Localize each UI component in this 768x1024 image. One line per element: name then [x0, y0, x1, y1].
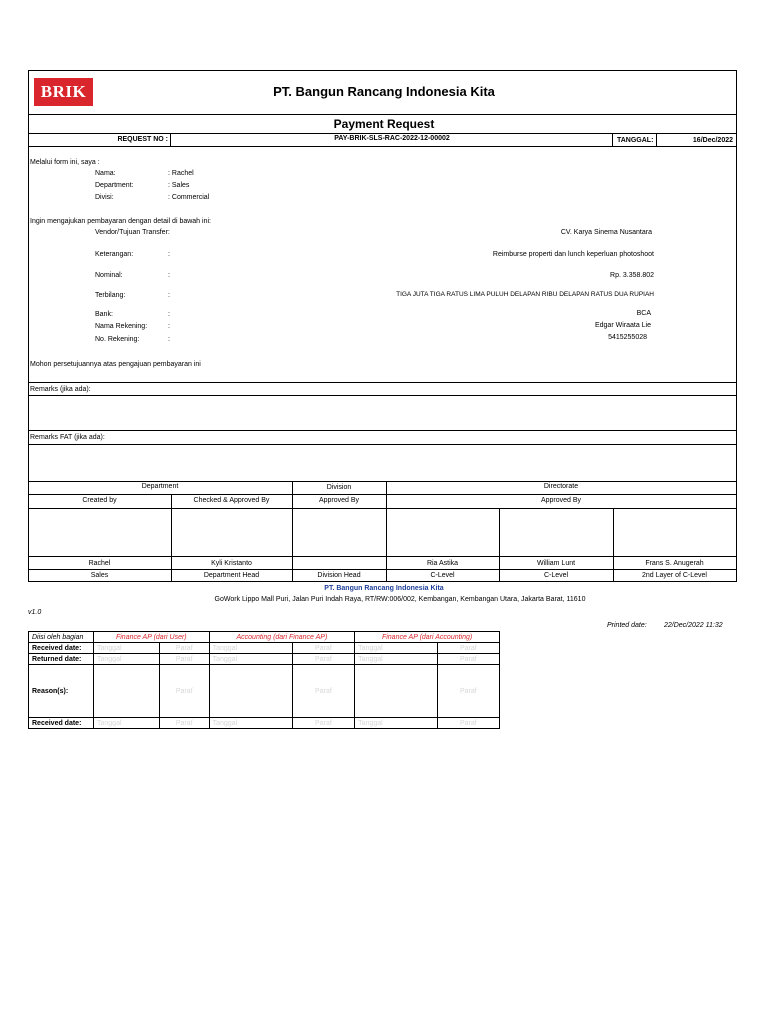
frame-bottom — [28, 581, 736, 582]
log-cell[interactable]: Paraf — [159, 665, 209, 718]
remarks-label: Remarks (jika ada): — [30, 386, 91, 393]
directorate-header: Directorate — [543, 483, 579, 490]
keterangan-value: Reimburse properti dan lunch keperluan photoshoot — [492, 251, 654, 258]
checked-approved-header: Checked & Approved By — [193, 497, 270, 504]
footer-address: GoWork Lippo Mall Puri, Jalan Puri Indah Raya, RT/RW:006/002, Kembangan, Kembangan Utara, Jakarta Barat, 11610 — [214, 596, 586, 603]
log-cell[interactable]: Paraf — [159, 654, 209, 665]
no-rekening-value: 5415255028 — [608, 334, 647, 341]
approval-line — [171, 494, 172, 582]
log-reason-label: Reason(s): — [29, 665, 94, 718]
department-label: Department: — [95, 182, 134, 189]
log-cell[interactable]: Paraf — [159, 643, 209, 654]
ingin-text: Ingin mengajukan pembayaran dengan detail di bawah ini: — [30, 218, 211, 225]
printed-date-value: 22/Dec/2022 11:32 — [664, 622, 723, 629]
log-diisi: Diisi oleh bagian — [32, 633, 84, 641]
log-returned-label: Returned date: — [29, 654, 94, 665]
nominal-value: Rp. 3.358.802 — [610, 272, 654, 279]
approver-name: Frans S. Anugerah — [645, 560, 704, 567]
vendor-label: Vendor/Tujuan Transfer: — [95, 229, 170, 236]
page-title: Payment Request — [333, 117, 435, 131]
approver-role: Sales — [90, 572, 109, 579]
divider — [28, 444, 736, 445]
approver-name: Rachel — [88, 560, 111, 567]
log-cell[interactable]: Paraf — [437, 665, 499, 718]
request-no-value: PAY-BRIK-SLS-RAC-2022-12-00002 — [334, 135, 450, 142]
approver-name: Ria Astika — [426, 560, 459, 567]
terbilang-value: TIGA JUTA TIGA RATUS LIMA PULUH DELAPAN RIBU DELAPAN RATUS DUA RUPIAH — [396, 291, 654, 298]
request-no-label: REQUEST NO : — [117, 136, 168, 143]
divider — [28, 114, 736, 115]
approval-line — [499, 508, 500, 582]
log-cell[interactable]: Paraf — [437, 718, 499, 729]
log-cell[interactable] — [355, 665, 438, 718]
approval-line — [28, 569, 736, 570]
log-cell[interactable]: Paraf — [292, 654, 355, 665]
approved-by-header: Approved By — [318, 497, 360, 504]
approver-role: 2nd Layer of C-Level — [642, 572, 707, 579]
date-label: TANGGAL: — [617, 137, 654, 144]
log-col-finance-user: Finance AP (dari User) — [94, 632, 210, 643]
nominal-colon: : — [168, 272, 170, 279]
log-cell[interactable]: Tanggal — [355, 643, 438, 654]
nominal-label: Nominal: — [95, 272, 123, 279]
log-cell[interactable]: Paraf — [292, 665, 355, 718]
logo-text: BRIK — [40, 82, 87, 101]
approval-line — [28, 556, 736, 557]
department-value: : Sales — [168, 182, 190, 189]
printed-date-label: Printed date: — [607, 622, 647, 629]
approver-name: William Lunt — [536, 560, 576, 567]
terbilang-label: Terbilang: — [95, 292, 126, 299]
divider — [612, 133, 613, 146]
divider — [170, 133, 171, 146]
approver-role: Division Head — [317, 572, 361, 579]
log-col-accounting: Accounting (dari Finance AP) — [209, 632, 355, 643]
log-cell[interactable] — [94, 665, 160, 718]
vendor-value: CV. Karya Sinema Nusantara — [560, 229, 652, 236]
frame-top — [28, 70, 736, 71]
nama-value: : Rachel — [168, 170, 194, 177]
nama-label: Nama: — [95, 170, 116, 177]
keterangan-label: Keterangan: — [95, 251, 134, 258]
log-cell[interactable]: Tanggal — [209, 643, 292, 654]
department-header: Department — [141, 483, 179, 490]
log-cell[interactable]: Tanggal — [209, 718, 292, 729]
log-cell[interactable]: Tanggal — [94, 718, 160, 729]
no-rekening-colon: : — [168, 336, 170, 343]
log-header-cell — [29, 632, 94, 643]
approval-line — [28, 508, 736, 509]
log-cell[interactable]: Paraf — [292, 643, 355, 654]
bank-value: BCA — [636, 310, 651, 317]
divisi-value: : Commercial — [168, 194, 210, 201]
log-cell[interactable]: Paraf — [159, 718, 209, 729]
bank-colon: : — [168, 311, 170, 318]
log-cell[interactable]: Tanggal — [94, 643, 160, 654]
log-received2-label: Received date: — [29, 718, 94, 729]
divider — [28, 430, 736, 431]
log-col-finance-accounting: Finance AP (dari Accounting) — [355, 632, 500, 643]
log-cell[interactable]: Paraf — [437, 643, 499, 654]
divider — [28, 395, 736, 396]
nama-rekening-label: Nama Rekening: — [95, 323, 148, 330]
nama-rekening-value: Edgar Wiraata Lie — [594, 322, 651, 329]
division-header: Division — [326, 484, 352, 491]
approver-role: C-Level — [430, 572, 455, 579]
version-label: v1.0 — [28, 609, 42, 616]
approval-line — [28, 481, 736, 482]
divider — [28, 133, 736, 134]
approved-by-header: Approved By — [540, 497, 582, 504]
log-cell[interactable] — [209, 665, 292, 718]
nama-rekening-colon: : — [168, 323, 170, 330]
document-log-table — [28, 631, 500, 729]
company-name: PT. Bangun Rancang Indonesia Kita — [273, 84, 495, 99]
approval-line — [613, 508, 614, 582]
approver-role: Department Head — [203, 572, 260, 579]
no-rekening-label: No. Rekening: — [95, 336, 140, 343]
date-value: 16/Dec/2022 — [692, 137, 733, 144]
created-by-header: Created by — [82, 497, 117, 504]
divider — [28, 382, 736, 383]
frame-right — [736, 70, 737, 582]
approver-name: Kyli Kristanto — [211, 560, 252, 567]
divisi-label: Divisi: — [95, 194, 114, 201]
log-cell[interactable]: Tanggal — [209, 654, 292, 665]
terbilang-colon: : — [168, 292, 170, 299]
log-cell[interactable]: Tanggal — [94, 654, 160, 665]
approver-role: C-Level — [543, 572, 569, 579]
intro-text: Melalui form ini, saya : — [30, 159, 100, 166]
log-received-label: Received date: — [29, 643, 94, 654]
approval-line — [28, 494, 736, 495]
divider — [656, 133, 657, 146]
log-cell[interactable]: Paraf — [292, 718, 355, 729]
footer-company: PT. Bangun Rancang Indonesia Kita — [324, 585, 444, 592]
divider — [28, 146, 736, 147]
remarks-fat-label: Remarks FAT (jika ada): — [30, 434, 105, 441]
log-cell[interactable]: Tanggal — [355, 654, 438, 665]
log-cell[interactable]: Paraf — [437, 654, 499, 665]
log-cell[interactable]: Tanggal — [355, 718, 438, 729]
keterangan-colon: : — [168, 251, 170, 258]
mohon-text: Mohon persetujuannya atas pengajuan pembayaran ini — [30, 361, 201, 368]
bank-label: Bank: — [95, 311, 113, 318]
